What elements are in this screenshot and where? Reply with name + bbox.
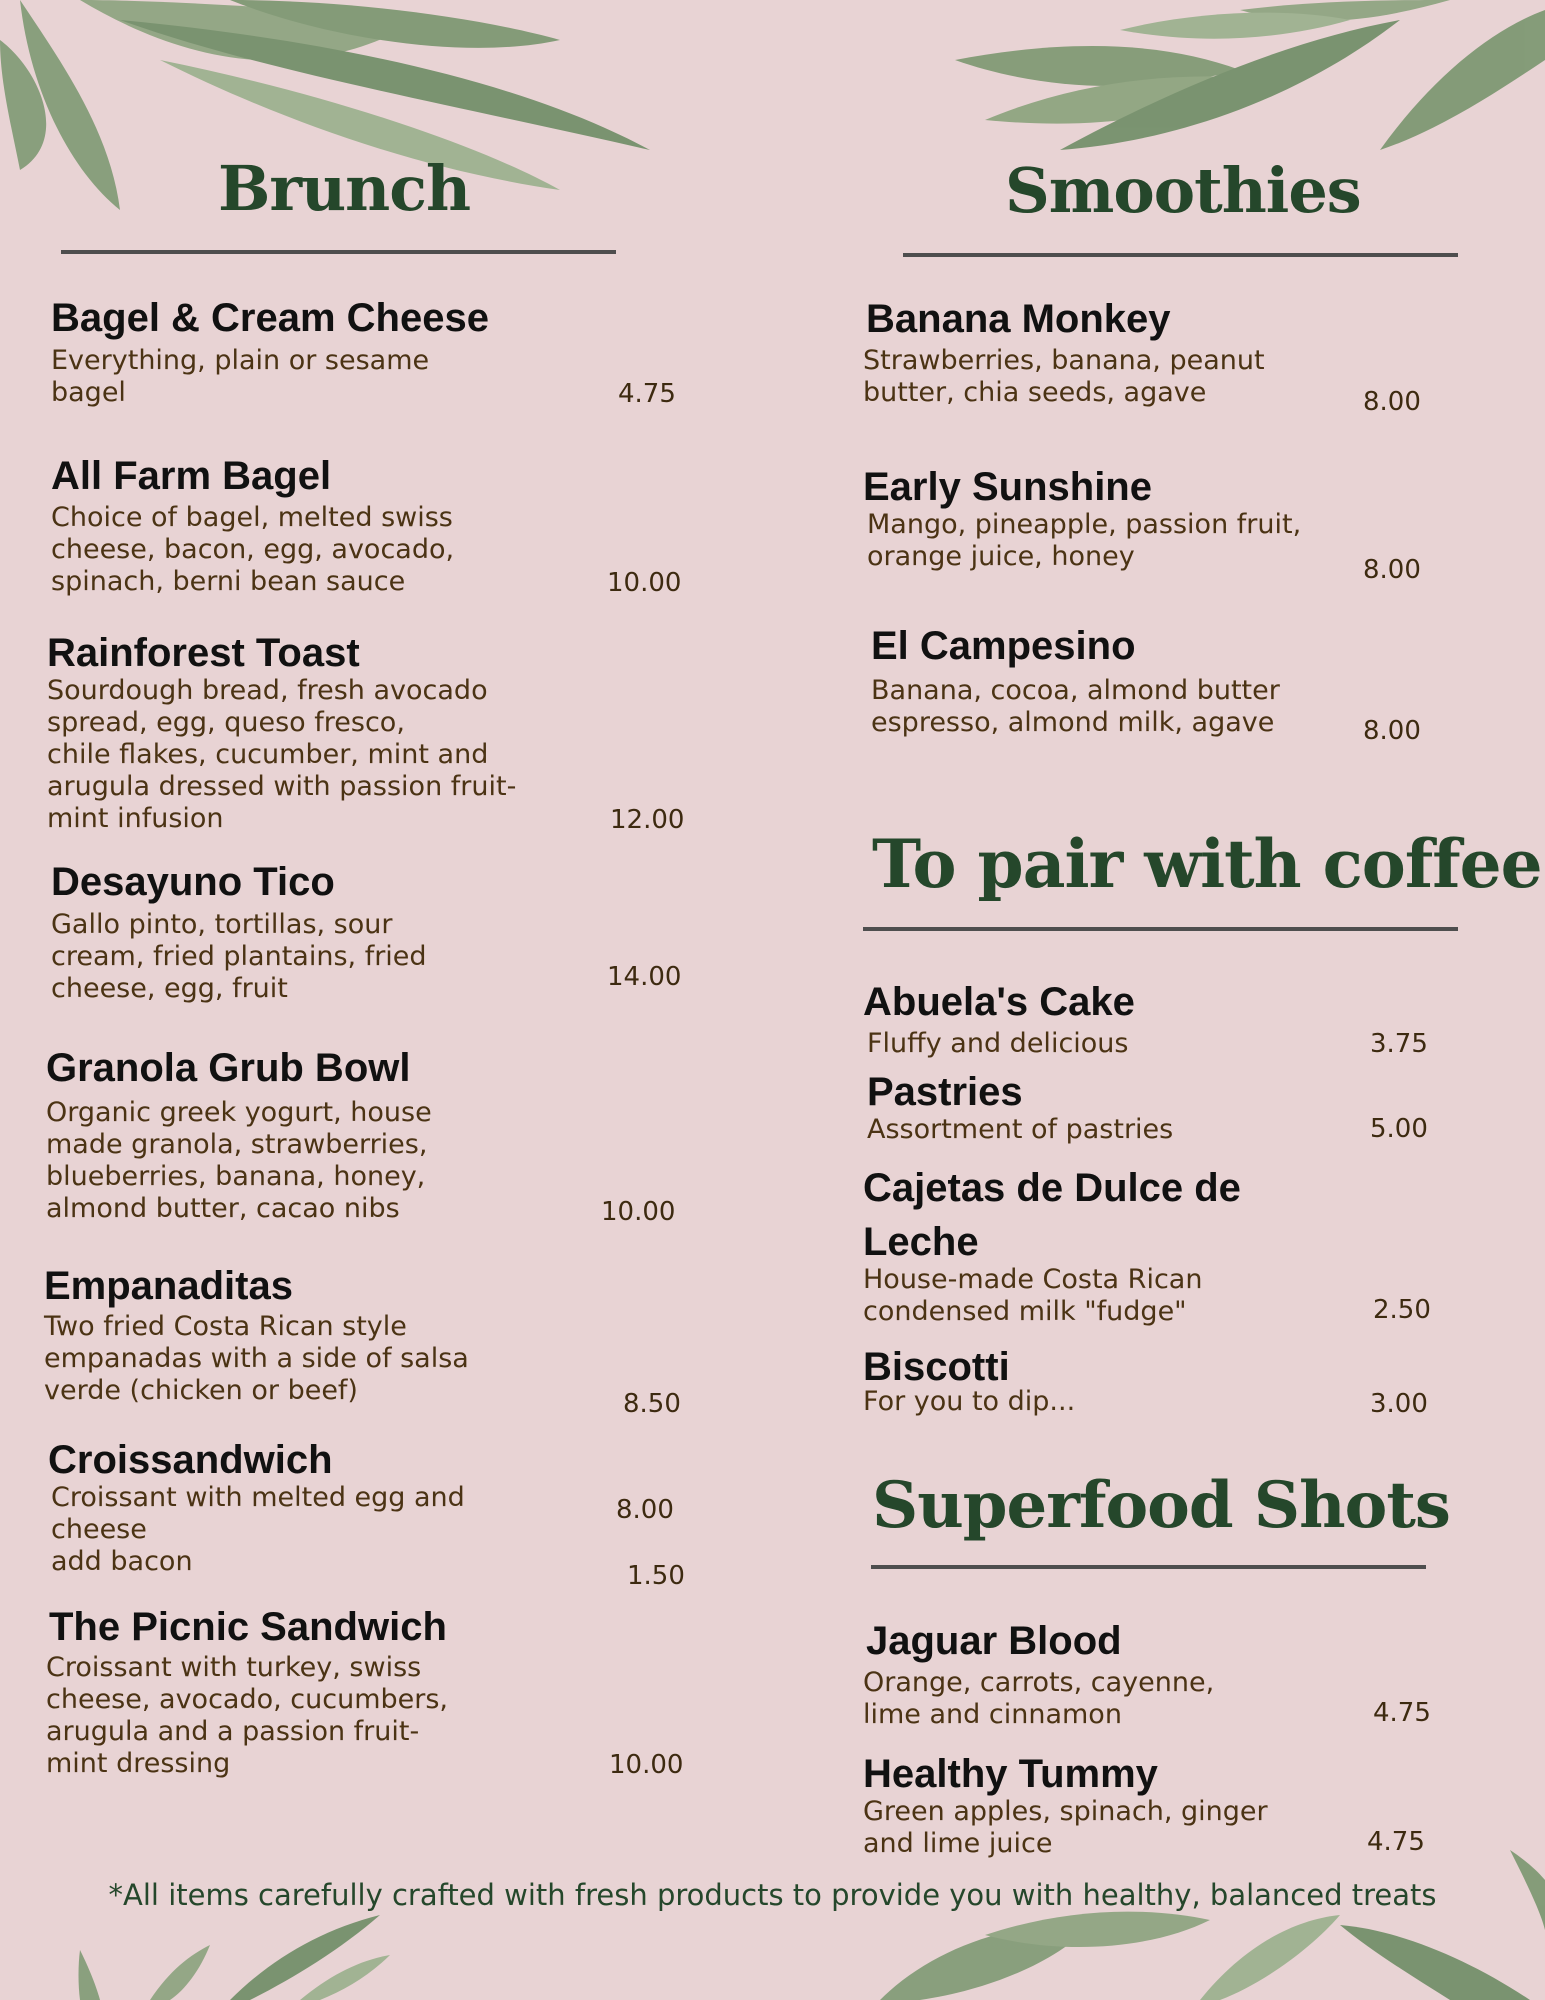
brunch-divider <box>61 250 616 254</box>
coffee-pairings-heading: To pair with coffee <box>872 825 1542 903</box>
menu-item-description: Mango, pineapple, passion fruit, orange juice, honey <box>867 509 1302 572</box>
menu-item-name: All Farm Bagel <box>51 454 332 498</box>
menu-item-price: 8.50 <box>623 1389 681 1419</box>
menu-item-description: For you to dip... <box>863 1386 1076 1417</box>
menu-item-description: Choice of bagel, melted swiss cheese, bacon, egg, avocado, spinach, berni bean sauce <box>51 502 455 597</box>
menu-item-description: Fluffy and delicious <box>867 1028 1129 1059</box>
menu-item-price: 8.00 <box>1363 387 1421 417</box>
menu-item-name: Healthy Tummy <box>863 1752 1158 1796</box>
menu-item-price: 10.00 <box>607 568 682 598</box>
menu-item-description: Croissant with melted egg and cheese add bacon <box>51 1482 465 1577</box>
menu-item-description: Strawberries, banana, peanut butter, chia seeds, agave <box>863 345 1265 408</box>
menu-item-price: 4.75 <box>1373 1698 1431 1728</box>
menu-item-price: 10.00 <box>601 1197 676 1227</box>
footer-note: *All items carefully crafted with fresh products to provide you with healthy, balanced treats <box>108 1878 1437 1912</box>
menu-item-description: Two fried Costa Rican style empanadas with a side of salsa verde (chicken or beef) <box>44 1311 469 1406</box>
menu-item-description: Everything, plain or sesame bagel <box>51 345 430 408</box>
menu-item-name: Pastries <box>867 1070 1023 1114</box>
menu-item-name: Rainforest Toast <box>47 631 360 675</box>
menu-item-price: 14.00 <box>607 962 682 992</box>
menu-item-description: Sourdough bread, fresh avocado spread, egg, queso fresco, chile flakes, cucumber, mint and arugula dressed with passion fruit- mint infusion <box>47 675 517 834</box>
menu-item-name: Biscotti <box>863 1345 1010 1389</box>
menu-item-description: Organic greek yogurt, house made granola, strawberries, blueberries, banana, honey, almond butter, cacao nibs <box>46 1097 432 1224</box>
menu-item-description: House-made Costa Rican condensed milk "fudge" <box>863 1264 1203 1327</box>
coffee-pairings-divider <box>863 927 1458 931</box>
menu-item-name: Abuela's Cake <box>863 980 1135 1024</box>
menu-item-price: 8.00 <box>1363 555 1421 585</box>
menu-item-name: Croissandwich <box>48 1438 333 1482</box>
menu-item-price: 10.00 <box>609 1750 684 1780</box>
menu-item-price: 2.50 <box>1373 1295 1431 1325</box>
menu-item-price: 4.75 <box>1367 1827 1425 1857</box>
smoothies-divider <box>903 253 1458 257</box>
menu-item-name: Granola Grub Bowl <box>46 1046 411 1090</box>
menu-item-description: Croissant with turkey, swiss cheese, avocado, cucumbers, arugula and a passion fruit- mint dressing <box>46 1652 448 1779</box>
menu-item-price: 8.00 <box>1363 716 1421 746</box>
menu-item-description: Orange, carrots, cayenne, lime and cinnamon <box>863 1667 1215 1730</box>
superfood-shots-divider <box>871 1565 1426 1569</box>
menu-item-name: The Picnic Sandwich <box>49 1605 447 1649</box>
superfood-shots-heading: Superfood Shots <box>872 1468 1450 1543</box>
menu-item-name-continued: Leche <box>863 1220 979 1264</box>
menu-item-description: Gallo pinto, tortillas, sour cream, fried plantains, fried cheese, egg, fruit <box>51 909 427 1004</box>
menu-item-price: 5.00 <box>1370 1114 1428 1144</box>
menu-item-description: Assortment of pastries <box>867 1114 1174 1145</box>
menu-item-price: 4.75 <box>618 379 676 409</box>
menu-item-name: El Campesino <box>871 624 1136 668</box>
menu-item-price: 12.00 <box>610 805 685 835</box>
menu-item-name: Early Sunshine <box>863 465 1152 509</box>
menu-item-name: Bagel & Cream Cheese <box>51 296 489 340</box>
menu-item-name: Empanaditas <box>44 1264 293 1308</box>
menu-item-price: 3.75 <box>1370 1029 1428 1059</box>
menu-item-name: Desayuno Tico <box>51 860 335 904</box>
smoothies-heading: Smoothies <box>1005 154 1361 227</box>
menu-item-name: Jaguar Blood <box>866 1619 1122 1663</box>
menu-item-description: Banana, cocoa, almond butter espresso, almond milk, agave <box>871 675 1280 738</box>
menu-item-name: Cajetas de Dulce de <box>863 1166 1241 1210</box>
menu-item-price: 3.00 <box>1370 1389 1428 1419</box>
menu-item-addon-price: 1.50 <box>627 1561 685 1591</box>
brunch-heading: Brunch <box>218 152 471 225</box>
menu-item-price: 8.00 <box>616 1495 674 1525</box>
menu-item-description: Green apples, spinach, ginger and lime juice <box>863 1796 1268 1859</box>
menu-item-name: Banana Monkey <box>866 297 1171 341</box>
